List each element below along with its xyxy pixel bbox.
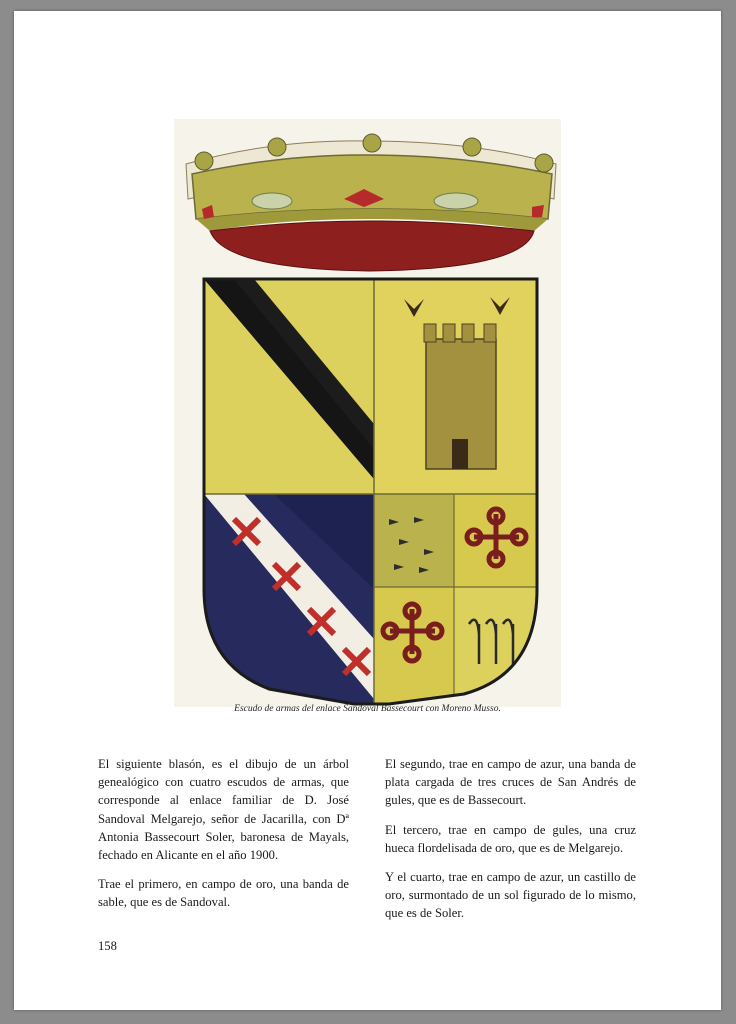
page-number: 158 bbox=[98, 939, 117, 953]
paragraph: El segundo, trae en campo de azur, una banda de plata cargada de tres cruces de San Andrés de gules, que es de Bassecourt. bbox=[385, 757, 636, 808]
paragraph: El tercero, trae en campo de gules, una cruz hueca flordelisada de oro, que es de Melgarejo. bbox=[385, 822, 636, 855]
paragraph: El siguiente blasón, es el dibujo de un árbol genealógico con cuatro escudos de armas, que corresponde al enlace familiar de D. José Sandoval Melgarejo, señor de Jacarilla, con Dª Antonia Bassecourt Soler, baronesa de Mayals, fechado en Alicante en el año 1900. bbox=[98, 757, 349, 863]
figure-caption: Escudo de armas del enlace Sandoval Bassecourt con Moreno Musso. bbox=[234, 704, 501, 714]
right-column bbox=[385, 755, 636, 934]
crown-icon bbox=[186, 134, 556, 271]
coat-of-arms-drawing bbox=[174, 119, 561, 707]
shield-icon bbox=[204, 279, 537, 707]
book-page bbox=[14, 11, 721, 1010]
left-column bbox=[98, 755, 349, 923]
paragraph: Trae el primero, en campo de oro, una banda de sable, que es de Sandoval. bbox=[98, 877, 349, 910]
coat-of-arms-illustration bbox=[174, 119, 561, 707]
paragraph: Y el cuarto, trae en campo de azur, un castillo de oro, surmontado de un sol figurado de lo mismo, que es de Soler. bbox=[385, 870, 636, 921]
